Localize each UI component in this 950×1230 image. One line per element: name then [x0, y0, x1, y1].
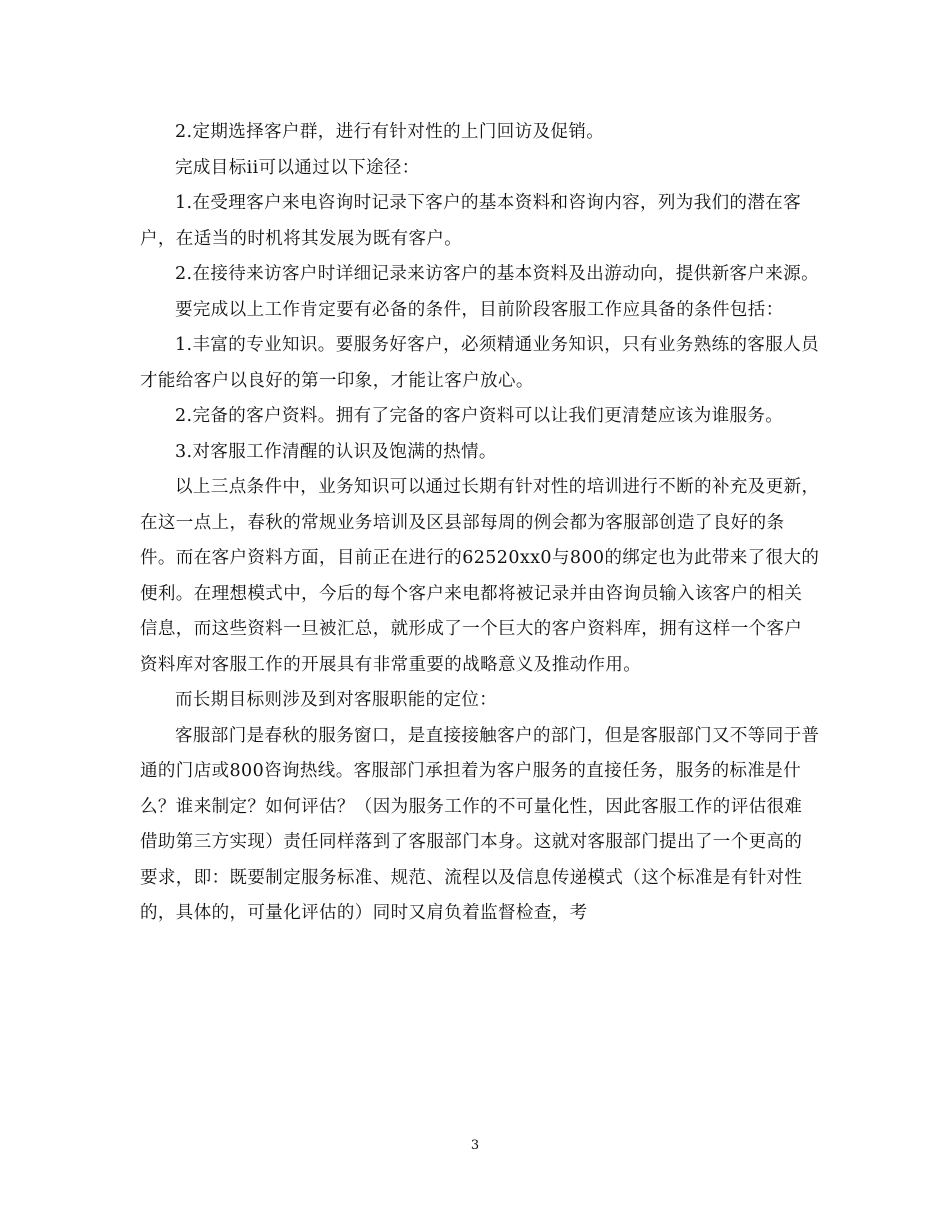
paragraph-2: 完成目标ii可以通过以下途径： [175, 157, 420, 178]
paragraph-10: 而长期目标则涉及到对客服职能的定位： [175, 690, 498, 710]
paragraph-8: 3.对客服工作清醒的认识及饱满的热情。 [175, 441, 497, 462]
paragraph-7: 2.完备的客户资料。拥有了完备的客户资料可以让我们更清楚应该为谁服务。 [175, 406, 784, 426]
paragraph-9: 以上三点条件中，业务知识可以通过长期有针对性的培训进行不断的补充及更新，在这一点上，春秋的常规业务培训及区县部每周的例会都为客服部创造了良好的条件。而在客户资料方面，目前正在进行的62520xx0与800的绑定也为此带来了很大的便利。在理想模式中，今后的每个客户来电都将被记录并由咨询员输入该客户的相关信息，而这些资料一旦被汇总，就形成了一个巨大的客户资料库，拥有这样一个客户资料库对客服工作的开展具有非常重要的战略意义及推动作用。 [140, 477, 820, 675]
paragraph-6: 1.丰富的专业知识。要服务好客户，必须精通业务知识，只有业务熟练的客服人员才能给客户以良好的第一印象，才能让客户放心。 [140, 335, 819, 391]
document-body [140, 115, 820, 932]
page-number: 3 [470, 1138, 480, 1153]
paragraph-4: 2.在接待来访客户时详细记录来访客户的基本资料及出游动向，提供新客户来源。 [175, 264, 819, 284]
paragraph-1: 2.定期选择客户群，进行有针对性的上门回访及促销。 [175, 122, 605, 142]
paragraph-5: 要完成以上工作肯定要有必备的条件，目前阶段客服工作应具备的条件包括： [175, 299, 784, 320]
paragraph-11: 客服部门是春秋的服务窗口，是直接接触客户的部门，但是客服部门又不等同于普通的门店或800咨询热线。客服部门承担着为客户服务的直接任务，服务的标准是什么？谁来制定？如何评估？（因为服务工作的不可量化性，因此客服工作的评估很难借助第三方实现）责任同样落到了客服部门本身。这就对客服部门提出了一个更高的要求，即：既要制定服务标准、规范、流程以及信息传递模式（这个标准是有针对性的，具体的，可量化评估的）同时又肩负着监督检查，考 [140, 725, 820, 923]
paragraph-3: 1.在受理客户来电咨询时记录下客户的基本资料和咨询内容，列为我们的潜在客户，在适当的时机将其发展为既有客户。 [140, 193, 802, 249]
